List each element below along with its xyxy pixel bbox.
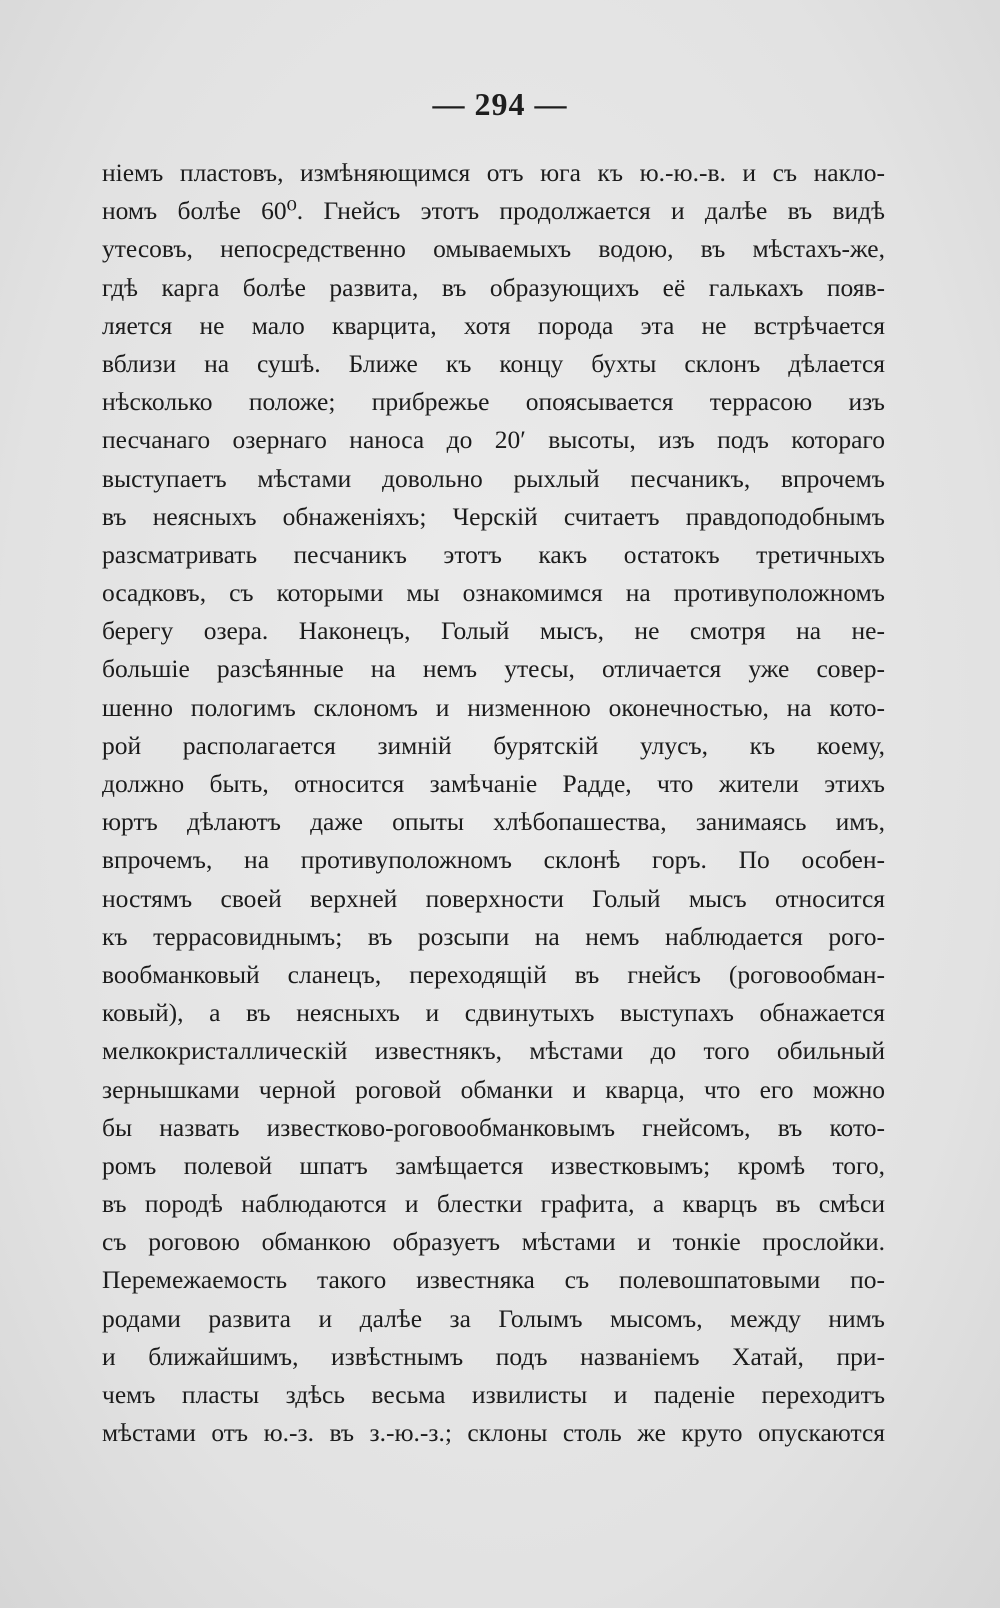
text-line: ніемъ пластовъ, измѣняющимся отъ юга къ ю.-ю.-в. и съ накло- xyxy=(102,158,885,187)
text-line: юртъ дѣлаютъ даже опыты хлѣбопашества, занимаясь имъ, xyxy=(102,807,885,837)
text-line: осадковъ, съ которыми мы ознакомимся на противуположномъ xyxy=(102,578,885,608)
text-line: чемъ пласты здѣсь весьма извилисты и паденіе переходитъ xyxy=(102,1380,885,1409)
text-line: ляется не мало кварцита, хотя порода эта не встрѣчается xyxy=(102,310,885,340)
text-line: въ породѣ наблюдаются и блестки графита, а кварцъ въ смѣси xyxy=(102,1189,885,1219)
text-line: должно быть, относится замѣчаніе Радде, что жители этихъ xyxy=(102,769,885,798)
text-line: утесовъ, непосредственно омываемыхъ водою, въ мѣстахъ-же, xyxy=(102,234,885,264)
text-line: рой располагается зимній бурятскій улусъ, къ коему, xyxy=(102,730,885,760)
text-line: въ неясныхъ обнаженіяхъ; Черскій считаетъ правдоподобнымъ xyxy=(102,501,885,531)
text-line: разсматривать песчаникъ этотъ какъ остатокъ третичныхъ xyxy=(102,539,885,569)
page-number: — 294 — xyxy=(432,86,568,122)
body-text xyxy=(102,154,885,1452)
text-line: зернышками черной роговой обманки и кварца, что его можно xyxy=(102,1074,885,1104)
text-line: берегу озера. Наконецъ, Голый мысъ, не смотря на не- xyxy=(102,616,885,646)
text-line: песчанаго озернаго наноса до 20′ высоты, изъ подъ котораго xyxy=(102,425,885,455)
text-line: впрочемъ, на противуположномъ склонѣ горъ. По особен- xyxy=(102,845,885,875)
text-line: ностямъ своей верхней поверхности Голый мысъ относится xyxy=(102,883,885,913)
text-line: и ближайшимъ, извѣстнымъ подъ названіемъ Хатай, при- xyxy=(102,1341,885,1371)
text-line: къ террасовиднымъ; въ розсыпи на немъ наблюдается рого- xyxy=(102,921,885,951)
text-line: ковый), а въ неясныхъ и сдвинутыхъ выступахъ обнажается xyxy=(102,998,885,1028)
text-line: родами развита и далѣе за Голымъ мысомъ, между нимъ xyxy=(102,1303,885,1333)
text-line: гдѣ карга болѣе развита, въ образующихъ её галькахъ появ- xyxy=(102,272,885,302)
text-line: шенно пологимъ склономъ и низменною оконечностью, на кото- xyxy=(102,692,885,722)
text-line: ромъ полевой шпатъ замѣщается известковымъ; кромѣ того, xyxy=(102,1150,885,1180)
text-line: вообманковый сланецъ, переходящій въ гнейсъ (роговообман- xyxy=(102,959,885,989)
text-line: выступаетъ мѣстами довольно рыхлый песчаникъ, впрочемъ xyxy=(102,463,885,493)
text-line: бы назвать известково-роговообманковымъ гнейсомъ, въ кото- xyxy=(102,1112,885,1142)
text-line: вблизи на сушѣ. Ближе къ концу бухты склонъ дѣлается xyxy=(102,348,885,378)
text-line: номъ болѣе 60⁰. Гнейсъ этотъ продолжается и далѣе въ видѣ xyxy=(102,196,885,226)
text-line: нѣсколько положе; прибрежье опоясывается террасою изъ xyxy=(102,387,885,417)
text-line: мелкокристаллическій известнякъ, мѣстами до того обильный xyxy=(102,1036,885,1066)
text-line: съ роговою обманкою образуетъ мѣстами и тонкіе прослойки. xyxy=(102,1227,885,1257)
text-line: большіе разсѣянные на немъ утесы, отличается уже совер- xyxy=(102,654,885,684)
text-line: мѣстами отъ ю.-з. въ з.-ю.-з.; склоны столь же круто опускаются xyxy=(102,1418,885,1448)
text-line: Перемежаемость такого известняка съ полевошпатовыми по- xyxy=(102,1265,885,1295)
